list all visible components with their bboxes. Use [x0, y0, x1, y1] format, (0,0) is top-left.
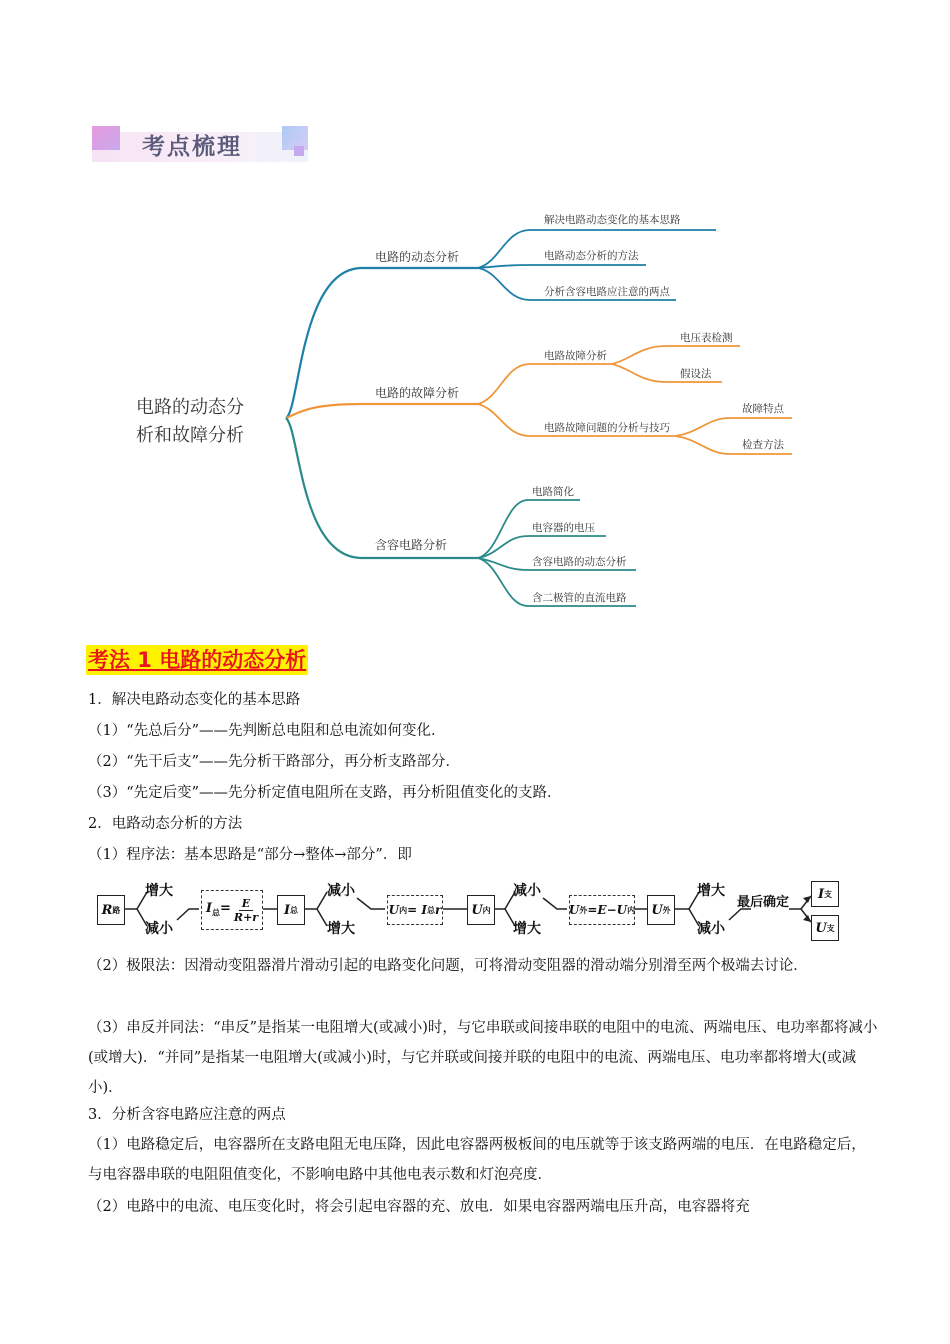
box-u-branch [811, 915, 839, 941]
mm-branch-dynamic: 电路的动态分析 [375, 250, 460, 264]
mm-node-simplify: 电路简化 [532, 486, 574, 498]
label-r-decrease: 减小 [145, 921, 173, 937]
para-2: （2）“先干后支”——先分析干路部分，再分析支路部分． [88, 754, 461, 770]
mm-node-methods: 电路动态分析的方法 [544, 250, 639, 262]
u-in-eq-tail: r [435, 903, 442, 917]
label-u-out-decrease: 减小 [697, 921, 725, 937]
mm-link-b2-c2-g1 [676, 418, 792, 436]
box-u-in-eq [387, 895, 443, 925]
heading-2: 2．电路动态分析的方法 [88, 816, 243, 832]
eq-numerator: E [239, 897, 253, 911]
mind-map-root [136, 394, 266, 450]
mm-branch-capacitor: 含容电路分析 [375, 538, 448, 552]
u-out-symbol: U [651, 902, 663, 918]
box-u-in [467, 895, 495, 925]
u-in-eq-i-sub: 总 [427, 904, 435, 915]
mm-link-b2-c1 [478, 364, 612, 404]
eq-i-sub: 总 [212, 907, 221, 918]
u-out-eq-tail-sub: 内 [627, 904, 636, 915]
mind-map-root-line2: 析和故障分析 [136, 425, 244, 446]
i-branch-sub: 支 [824, 888, 833, 899]
label-u-in-increase: 增大 [513, 921, 541, 937]
box-i-total [277, 895, 305, 925]
u-in-sub: 内 [482, 904, 491, 915]
u-in-eq-text: = I [407, 903, 427, 917]
u-out-sub: 外 [662, 904, 671, 915]
box-r-road [97, 895, 125, 925]
mind-map-lines [0, 0, 950, 640]
u-out-eq-sub: 外 [579, 904, 588, 915]
para-7: （1）电路稳定后，电容器所在支路电阻无电压降，因此电容器两极板间的电压就等于该支路两端的电压．在电路稳定后，与电容器串联的电阻阻值变化，不影响电路中其他电表示数和灯泡亮度． [88, 1137, 866, 1183]
label-i-decrease: 减小 [327, 883, 355, 899]
mm-node-basic-idea: 解决电路动态变化的基本思路 [544, 214, 681, 226]
box-u-out-eq [569, 895, 635, 925]
label-i-increase: 增大 [327, 921, 355, 937]
para-1: （1）“先总后分”——先判断总电阻和总电流如何变化． [88, 723, 446, 739]
heading-3: 3．分析含容电路应注意的两点 [88, 1107, 286, 1123]
para-8: （2）电路中的电流、电压变化时，将会引起电容器的充、放电．如果电容器两端电压升高，电容器将充 [88, 1199, 750, 1215]
i-total-symbol: I [283, 902, 291, 918]
u-in-symbol: U [471, 902, 483, 918]
box-u-out [647, 895, 675, 925]
mm-node-fault-skills: 电路故障问题的分析与技巧 [544, 422, 670, 434]
procedure-flow-diagram [95, 878, 855, 950]
mm-node-cap-voltage: 电容器的电压 [532, 522, 595, 534]
para-6: （3）串反并同法：“串反”是指某一电阻增大(或减小)时，与它串联或间接串联的电阻中的电流、两端电压、电功率都将减小(或增大)．“并同”是指某一电阻增大(或减小)时，与它并联或间接并联的电阻中的电流、两端电压、电功率都将增大(或减小)． [88, 1020, 878, 1096]
eq-i-symbol: I [205, 901, 213, 917]
mm-link-root-b2 [286, 404, 478, 418]
heading-1: 1．解决电路动态变化的基本思路 [88, 692, 301, 708]
mm-node-two-points: 分析含容电路应注意的两点 [544, 286, 670, 298]
mm-node-fault-analysis: 电路故障分析 [544, 350, 607, 362]
mm-node-check-method: 检查方法 [742, 439, 784, 451]
label-r-increase: 增大 [145, 883, 173, 899]
box-i-branch [811, 881, 839, 907]
u-in-eq-symbol: U [388, 903, 400, 917]
eq-denominator: R+r [233, 910, 259, 924]
u-out-eq-text: =E−U [587, 903, 628, 917]
banner-title: 考点梳理 [142, 134, 242, 160]
mm-branch-fault: 电路的故障分析 [375, 386, 460, 400]
i-total-sub: 总 [290, 904, 299, 915]
mm-node-fault-features: 故障特点 [742, 403, 784, 415]
u-out-eq-symbol: U [568, 903, 580, 917]
mm-link-b1-c2 [478, 265, 646, 268]
section-heading: 考法 1 电路的动态分析 [86, 645, 308, 675]
mm-node-voltmeter: 电压表检测 [680, 332, 733, 344]
mind-map-root-line1: 电路的动态分 [136, 397, 244, 418]
mm-link-b2-c1-g1 [612, 346, 740, 364]
para-4: （1）程序法：基本思路是“部分→整体→部分”．即 [88, 847, 412, 863]
eq-fraction [234, 897, 258, 924]
u-branch-sub: 支 [826, 922, 835, 933]
mm-node-diode: 含二极管的直流电路 [532, 592, 627, 604]
label-u-out-increase: 增大 [697, 883, 725, 899]
r-road-symbol: R [101, 902, 113, 918]
para-3: （3）“先定后变”——先分析定值电阻所在支路，再分析阻值变化的支路． [88, 785, 562, 801]
u-branch-symbol: U [815, 920, 827, 936]
box-i-total-eq: $I_总=$ $\frac{E}{R+r}$ [201, 890, 263, 930]
u-in-eq-sub: 内 [399, 904, 408, 915]
label-u-in-decrease: 减小 [513, 883, 541, 899]
mm-node-hypothesis: 假设法 [680, 368, 712, 380]
label-final-determine: 最后确定 [737, 895, 790, 910]
r-road-sub: 路 [112, 904, 121, 915]
i-branch-symbol: I [817, 886, 825, 902]
para-5: （2）极限法：因滑动变阻器滑片滑动引起的电路变化问题，可将滑动变阻器的滑动端分别滑至两个极端去讨论． [88, 958, 808, 974]
mm-node-cap-dynamic: 含容电路的动态分析 [532, 556, 627, 568]
mind-map [0, 0, 950, 640]
